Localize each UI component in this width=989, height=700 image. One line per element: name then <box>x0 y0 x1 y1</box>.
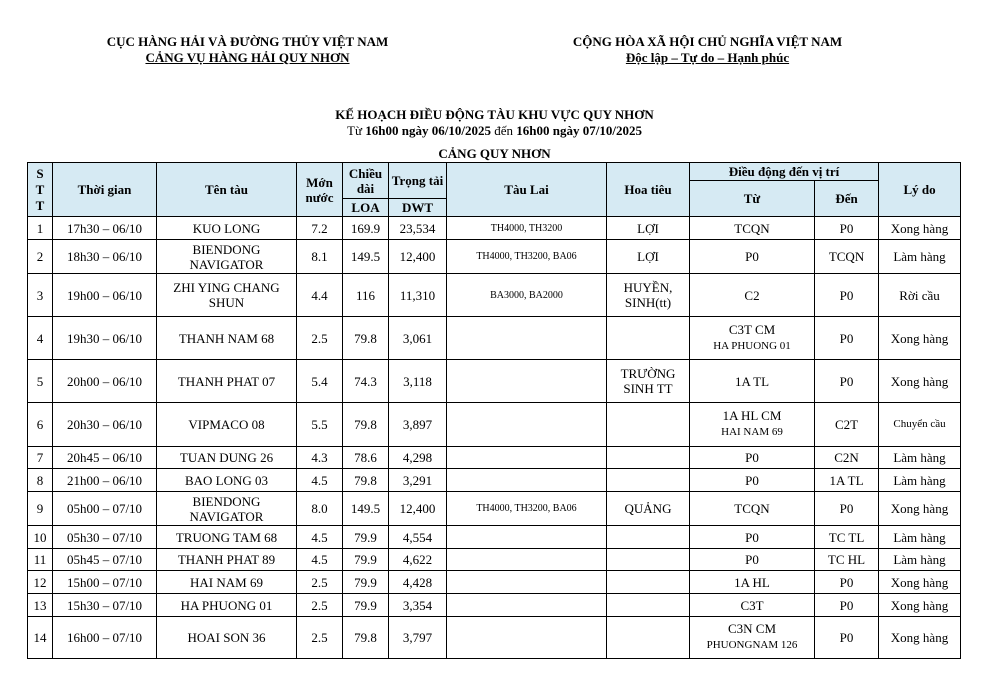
col-tug: Tàu Lai <box>447 163 607 217</box>
row-loa: 79.8 <box>343 469 389 492</box>
col-move-group: Điều động đến vị trí <box>690 163 879 181</box>
row-loa: 149.5 <box>343 240 389 274</box>
row-tug <box>447 549 607 571</box>
table-row <box>28 403 961 447</box>
port-authority-name: CẢNG VỤ HÀNG HẢI QUY NHƠN <box>145 50 350 65</box>
row-tug <box>447 317 607 360</box>
row-pilot <box>607 469 690 492</box>
row-to: TCQN <box>815 240 879 274</box>
row-reason: Làm hàng <box>879 469 961 492</box>
row-ship: KUO LONG <box>157 217 297 240</box>
col-from: Từ <box>690 181 815 217</box>
row-time: 19h30 – 06/10 <box>53 317 157 360</box>
row-dwt: 3,797 <box>389 617 447 659</box>
row-pilot: QUẢNG <box>607 492 690 526</box>
row-ship: THANH PHAT 89 <box>157 549 297 571</box>
row-stt: 11 <box>28 549 53 571</box>
row-reason: Làm hàng <box>879 526 961 549</box>
agency-header <box>70 34 425 66</box>
col-time: Thời gian <box>53 163 157 217</box>
table-row <box>28 317 961 360</box>
row-from: C3T CM HA PHUONG 01 <box>690 317 815 360</box>
col-to: Đến <box>815 181 879 217</box>
table-row <box>28 549 961 571</box>
row-reason: Xong hàng <box>879 360 961 403</box>
row-draft: 7.2 <box>297 217 343 240</box>
time-range-middle: đến <box>490 123 517 138</box>
row-loa: 79.9 <box>343 594 389 617</box>
row-stt: 13 <box>28 594 53 617</box>
row-to: 1A TL <box>815 469 879 492</box>
row-dwt: 4,298 <box>389 447 447 469</box>
row-pilot: LỢI <box>607 240 690 274</box>
row-ship: TUAN DUNG 26 <box>157 447 297 469</box>
row-dwt: 3,061 <box>389 317 447 360</box>
time-range-prefix: Từ <box>347 123 366 138</box>
row-from: C2 <box>690 274 815 317</box>
row-stt: 7 <box>28 447 53 469</box>
row-time: 15h00 – 07/10 <box>53 571 157 594</box>
row-stt: 6 <box>28 403 53 447</box>
table-row <box>28 469 961 492</box>
motto: Độc lập – Tự do – Hạnh phúc <box>625 50 790 65</box>
row-tug <box>447 469 607 492</box>
row-tug: TH4000, TH3200, BA06 <box>447 240 607 274</box>
row-stt: 8 <box>28 469 53 492</box>
row-pilot <box>607 526 690 549</box>
row-tug: BA3000, BA2000 <box>447 274 607 317</box>
row-ship: THANH PHAT 07 <box>157 360 297 403</box>
row-dwt: 3,354 <box>389 594 447 617</box>
row-reason: Xong hàng <box>879 492 961 526</box>
row-tug: TH4000, TH3200, BA06 <box>447 492 607 526</box>
row-loa: 79.9 <box>343 571 389 594</box>
row-reason: Xong hàng <box>879 617 961 659</box>
row-time: 15h30 – 07/10 <box>53 594 157 617</box>
row-stt: 2 <box>28 240 53 274</box>
country-name: CỘNG HÒA XÃ HỘI CHỦ NGHĨA VIỆT NAM <box>572 34 843 49</box>
row-ship: VIPMACO 08 <box>157 403 297 447</box>
row-draft: 4.4 <box>297 274 343 317</box>
row-reason: Rời cầu <box>879 274 961 317</box>
row-reason: Làm hàng <box>879 549 961 571</box>
row-dwt: 11,310 <box>389 274 447 317</box>
table-row <box>28 447 961 469</box>
row-tug <box>447 403 607 447</box>
row-loa: 79.8 <box>343 617 389 659</box>
row-reason: Chuyển cầu <box>879 403 961 447</box>
row-to: TC HL <box>815 549 879 571</box>
time-range-from: 16h00 ngày 06/10/2025 <box>365 123 491 138</box>
col-reason: Lý do <box>879 163 961 217</box>
row-pilot: HUYỀN, SINH(tt) <box>607 274 690 317</box>
row-reason: Xong hàng <box>879 594 961 617</box>
row-to: P0 <box>815 492 879 526</box>
row-loa: 79.8 <box>343 403 389 447</box>
row-ship: TRUONG TAM 68 <box>157 526 297 549</box>
row-stt: 3 <box>28 274 53 317</box>
row-tug <box>447 360 607 403</box>
row-ship: HOAI SON 36 <box>157 617 297 659</box>
row-to: P0 <box>815 594 879 617</box>
col-length-unit: LOA <box>343 199 389 217</box>
agency-name: CỤC HÀNG HẢI VÀ ĐƯỜNG THỦY VIỆT NAM <box>106 34 389 49</box>
row-dwt: 4,622 <box>389 549 447 571</box>
row-ship: HAI NAM 69 <box>157 571 297 594</box>
row-loa: 79.9 <box>343 526 389 549</box>
row-stt: 12 <box>28 571 53 594</box>
row-loa: 149.5 <box>343 492 389 526</box>
document-title: KẾ HOẠCH ĐIỀU ĐỘNG TÀU KHU VỰC QUY NHƠN <box>335 107 654 122</box>
row-to: P0 <box>815 571 879 594</box>
row-ship: BIENDONG NAVIGATOR <box>157 240 297 274</box>
row-time: 20h30 – 06/10 <box>53 403 157 447</box>
row-to: P0 <box>815 217 879 240</box>
row-tug <box>447 447 607 469</box>
row-from: 1A HL CM HAI NAM 69 <box>690 403 815 447</box>
row-loa: 79.8 <box>343 317 389 360</box>
row-draft: 2.5 <box>297 571 343 594</box>
row-draft: 2.5 <box>297 317 343 360</box>
row-tug <box>447 594 607 617</box>
table-row <box>28 360 961 403</box>
row-dwt: 12,400 <box>389 492 447 526</box>
row-dwt: 12,400 <box>389 240 447 274</box>
time-range <box>0 123 989 138</box>
row-from: 1A HL <box>690 571 815 594</box>
row-time: 05h45 – 07/10 <box>53 549 157 571</box>
col-ship-name: Tên tàu <box>157 163 297 217</box>
row-draft: 4.5 <box>297 469 343 492</box>
col-pilot: Hoa tiêu <box>607 163 690 217</box>
row-pilot <box>607 594 690 617</box>
row-stt: 10 <box>28 526 53 549</box>
row-draft: 2.5 <box>297 617 343 659</box>
row-tug <box>447 526 607 549</box>
row-from: P0 <box>690 526 815 549</box>
row-draft: 4.5 <box>297 526 343 549</box>
row-from: C3T <box>690 594 815 617</box>
table-row <box>28 492 961 526</box>
table-row <box>28 594 961 617</box>
row-from: C3N CM PHUONGNAM 126 <box>690 617 815 659</box>
row-draft: 8.0 <box>297 492 343 526</box>
row-dwt: 3,897 <box>389 403 447 447</box>
row-draft: 8.1 <box>297 240 343 274</box>
row-draft: 5.4 <box>297 360 343 403</box>
row-loa: 169.9 <box>343 217 389 240</box>
row-to: P0 <box>815 617 879 659</box>
row-pilot <box>607 571 690 594</box>
row-time: 16h00 – 07/10 <box>53 617 157 659</box>
time-range-to: 16h00 ngày 07/10/2025 <box>516 123 642 138</box>
row-ship: HA PHUONG 01 <box>157 594 297 617</box>
col-dwt-unit: DWT <box>389 199 447 217</box>
table-row <box>28 526 961 549</box>
row-ship: BIENDONG NAVIGATOR <box>157 492 297 526</box>
table-row <box>28 240 961 274</box>
row-stt: 14 <box>28 617 53 659</box>
table-row <box>28 571 961 594</box>
row-from: TCQN <box>690 217 815 240</box>
port-name: CẢNG QUY NHƠN <box>438 146 551 161</box>
row-time: 20h45 – 06/10 <box>53 447 157 469</box>
row-loa: 116 <box>343 274 389 317</box>
row-reason: Xong hàng <box>879 571 961 594</box>
row-time: 21h00 – 06/10 <box>53 469 157 492</box>
row-from: 1A TL <box>690 360 815 403</box>
row-draft: 2.5 <box>297 594 343 617</box>
row-stt: 5 <box>28 360 53 403</box>
row-to: P0 <box>815 317 879 360</box>
row-stt: 1 <box>28 217 53 240</box>
row-loa: 74.3 <box>343 360 389 403</box>
row-ship: BAO LONG 03 <box>157 469 297 492</box>
row-from: P0 <box>690 240 815 274</box>
row-to: C2N <box>815 447 879 469</box>
row-pilot <box>607 403 690 447</box>
col-draft: Mớn nước <box>297 163 343 217</box>
row-to: TC TL <box>815 526 879 549</box>
row-dwt: 3,118 <box>389 360 447 403</box>
row-pilot <box>607 317 690 360</box>
row-time: 18h30 – 06/10 <box>53 240 157 274</box>
row-ship: ZHI YING CHANG SHUN <box>157 274 297 317</box>
ship-movement-table <box>27 162 961 659</box>
row-reason: Làm hàng <box>879 447 961 469</box>
row-draft: 5.5 <box>297 403 343 447</box>
row-pilot <box>607 617 690 659</box>
row-draft: 4.3 <box>297 447 343 469</box>
row-to: C2T <box>815 403 879 447</box>
row-reason: Xong hàng <box>879 217 961 240</box>
row-pilot: LỢI <box>607 217 690 240</box>
row-pilot <box>607 447 690 469</box>
row-loa: 78.6 <box>343 447 389 469</box>
row-time: 20h00 – 06/10 <box>53 360 157 403</box>
row-loa: 79.9 <box>343 549 389 571</box>
row-dwt: 23,534 <box>389 217 447 240</box>
row-reason: Xong hàng <box>879 317 961 360</box>
row-time: 05h00 – 07/10 <box>53 492 157 526</box>
row-to: P0 <box>815 274 879 317</box>
row-from: P0 <box>690 469 815 492</box>
row-to: P0 <box>815 360 879 403</box>
row-dwt: 4,428 <box>389 571 447 594</box>
col-dwt: Trọng tải <box>389 163 447 199</box>
row-ship: THANH NAM 68 <box>157 317 297 360</box>
row-pilot: TRƯỜNG SINH TT <box>607 360 690 403</box>
row-from: TCQN <box>690 492 815 526</box>
row-reason: Làm hàng <box>879 240 961 274</box>
table-row <box>28 274 961 317</box>
row-tug <box>447 617 607 659</box>
row-stt: 9 <box>28 492 53 526</box>
table-row <box>28 217 961 240</box>
row-dwt: 4,554 <box>389 526 447 549</box>
row-from: P0 <box>690 549 815 571</box>
row-tug <box>447 571 607 594</box>
row-time: 17h30 – 06/10 <box>53 217 157 240</box>
row-draft: 4.5 <box>297 549 343 571</box>
national-header <box>530 34 885 66</box>
row-time: 05h30 – 07/10 <box>53 526 157 549</box>
row-from: P0 <box>690 447 815 469</box>
row-pilot <box>607 549 690 571</box>
row-time: 19h00 – 06/10 <box>53 274 157 317</box>
col-stt: S T T <box>28 163 53 217</box>
row-dwt: 3,291 <box>389 469 447 492</box>
row-tug: TH4000, TH3200 <box>447 217 607 240</box>
col-length: Chiều dài <box>343 163 389 199</box>
row-stt: 4 <box>28 317 53 360</box>
table-row <box>28 617 961 659</box>
